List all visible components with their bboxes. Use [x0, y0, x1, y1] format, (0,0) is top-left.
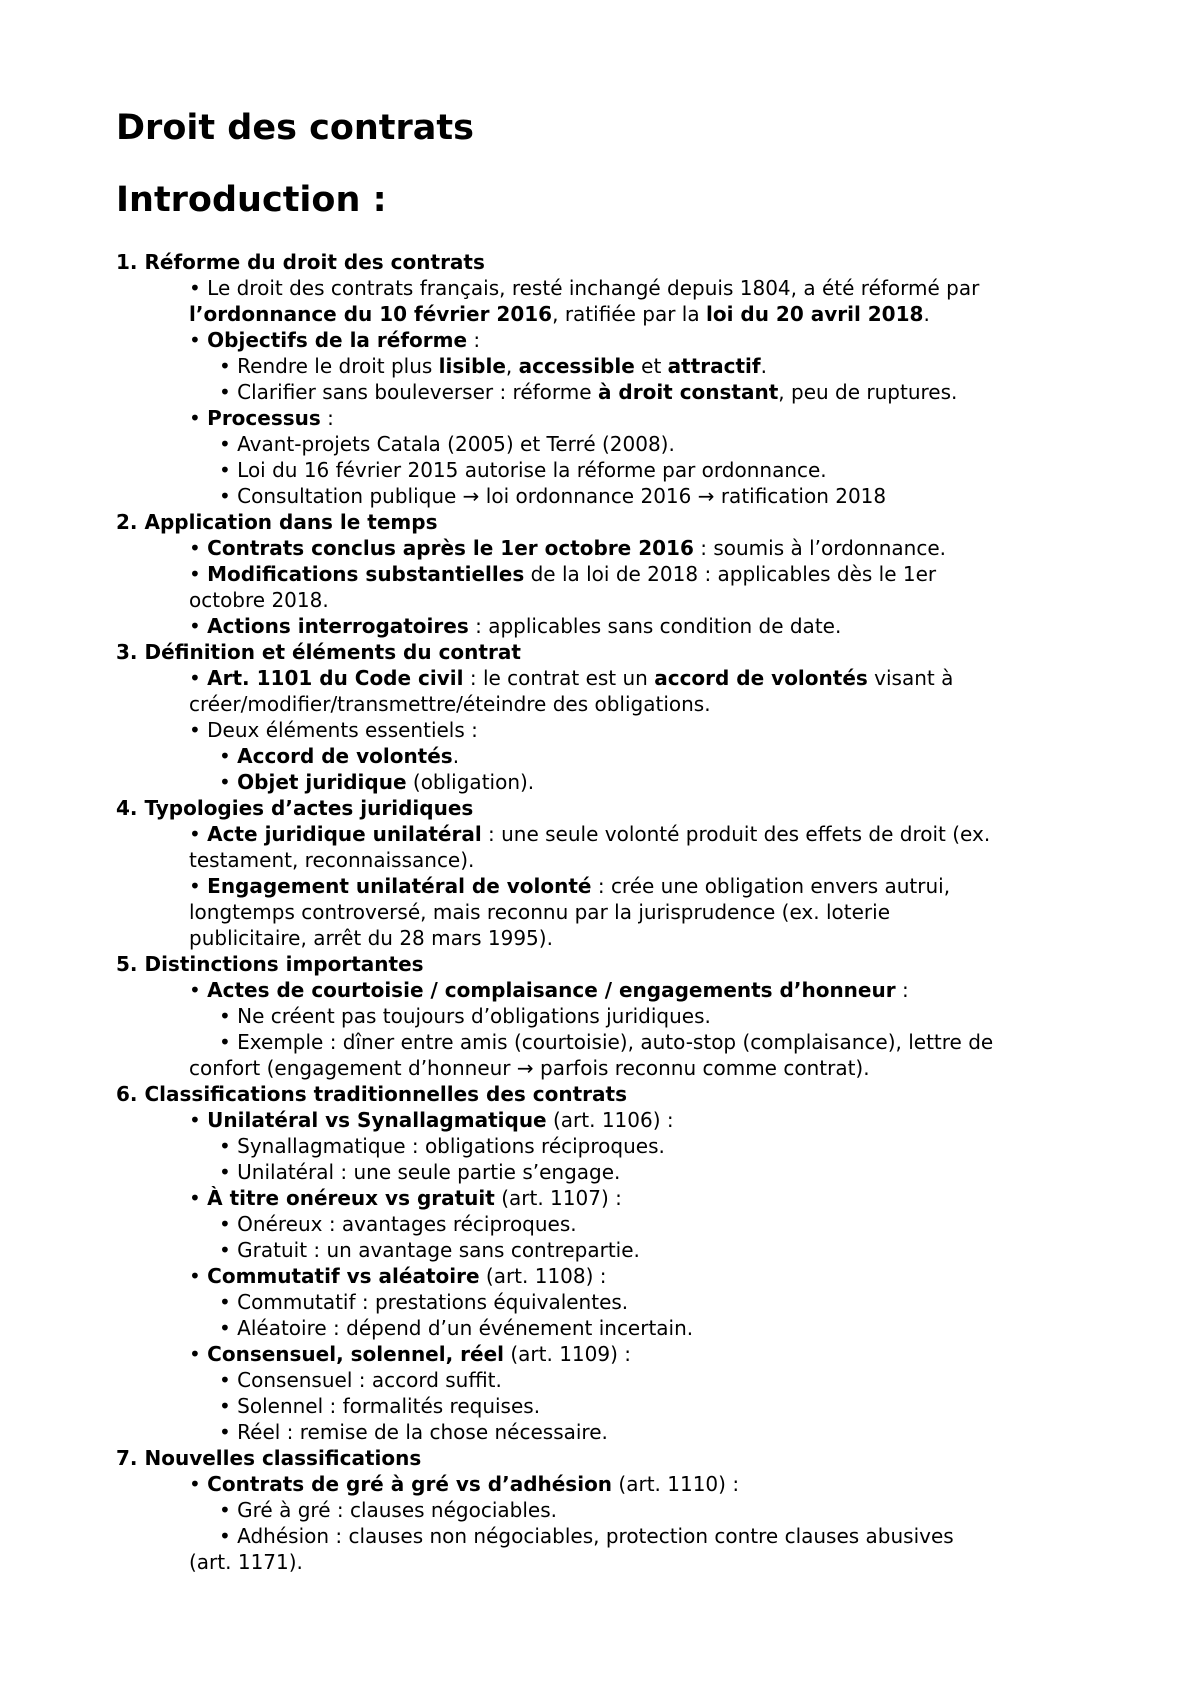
sub-bullet-line [116, 483, 1096, 509]
text-span: • [219, 744, 238, 768]
sub-bullet-line [116, 379, 1096, 405]
text-span: 6. Classifications traditionnelles des contrats [116, 1082, 628, 1106]
continuation-line [116, 691, 1096, 717]
text-span: (art. 1171). [189, 1550, 303, 1574]
section-title [116, 1445, 1096, 1471]
sub-bullet-line [116, 1237, 1096, 1263]
text-span: • Ne créent pas toujours d’obligations juridiques. [219, 1004, 711, 1028]
text-span: • [189, 1186, 208, 1210]
text-span: • [189, 1472, 208, 1496]
text-span: • Aléatoire : dépend d’un événement incertain. [219, 1316, 694, 1340]
bullet-line [116, 1341, 1096, 1367]
sub-bullet-line [116, 1029, 1096, 1055]
bold-text: Actes de courtoisie / complaisance / engagements d’honneur [207, 978, 896, 1002]
bold-text: lisible [438, 354, 506, 378]
text-span: visant à [867, 666, 954, 690]
text-span: : crée une obligation envers autrui, [591, 874, 951, 898]
bullet-line [116, 561, 1096, 587]
bullet-line [116, 1107, 1096, 1133]
sub-bullet-line [116, 1523, 1096, 1549]
section-heading: Introduction : [116, 180, 387, 220]
bold-text: Art. 1101 du Code civil [207, 666, 464, 690]
text-span: . [760, 354, 767, 378]
document-title: Droit des contrats [116, 108, 474, 148]
text-span: (art. 1110) : [612, 1472, 740, 1496]
sub-bullet-line [116, 1289, 1096, 1315]
text-span: octobre 2018. [189, 588, 329, 612]
sub-bullet-line [116, 1393, 1096, 1419]
bullet-line [116, 275, 1096, 301]
bullet-line [116, 1185, 1096, 1211]
text-span: • Deux éléments essentiels : [189, 718, 478, 742]
bold-text: accord de volontés [654, 666, 868, 690]
text-span: 1. Réforme du droit des contrats [116, 250, 485, 274]
text-span: : le contrat est un [463, 666, 655, 690]
sub-bullet-line [116, 743, 1096, 769]
text-span: • [189, 614, 208, 638]
text-span: publicitaire, arrêt du 28 mars 1995). [189, 926, 553, 950]
text-span: . [452, 744, 460, 768]
bold-text: Contrats de gré à gré vs d’adhésion [207, 1472, 613, 1496]
text-span: • [189, 874, 208, 898]
text-span: • Avant-projets Catala (2005) et Terré (2008). [219, 432, 675, 456]
continuation-line [116, 587, 1096, 613]
text-span: • Adhésion : clauses non négociables, protection contre clauses abusives [219, 1524, 954, 1548]
continuation-line [116, 925, 1096, 951]
text-span: : [895, 978, 909, 1002]
bold-text: loi du 20 avril 2018 [705, 302, 924, 326]
bullet-line [116, 717, 1096, 743]
section-title [116, 509, 1096, 535]
continuation-line [116, 1055, 1096, 1081]
bold-text: Accord de volontés [237, 744, 453, 768]
bold-text: accessible [518, 354, 635, 378]
text-span: : applicables sans condition de date. [468, 614, 842, 638]
text-span: • [189, 822, 208, 846]
bullet-line [116, 1263, 1096, 1289]
text-span: • Le droit des contrats français, resté inchangé depuis 1804, a été réformé par [189, 276, 980, 300]
text-span: 2. Application dans le temps [116, 510, 438, 534]
bold-text: À titre onéreux vs gratuit [207, 1186, 495, 1210]
text-span: • Consultation publique → loi ordonnance 2016 → ratification 2018 [219, 484, 887, 508]
text-span: , [505, 354, 519, 378]
sub-bullet-line [116, 769, 1096, 795]
text-span: de la loi de 2018 : applicables dès le 1er [524, 562, 937, 586]
bullet-line [116, 405, 1096, 431]
bold-text: Modifications substantielles [207, 562, 525, 586]
text-span: • Consensuel : accord suffit. [219, 1368, 502, 1392]
text-span: • Rendre le droit plus [219, 354, 439, 378]
text-span: : [320, 406, 334, 430]
bold-text: l’ordonnance du 10 février 2016 [189, 302, 553, 326]
text-span: • Synallagmatique : obligations réciproques. [219, 1134, 665, 1158]
text-span: 5. Distinctions importantes [116, 952, 424, 976]
text-span: : [467, 328, 481, 352]
sub-bullet-line [116, 1159, 1096, 1185]
text-span: • Commutatif : prestations équivalentes. [219, 1290, 629, 1314]
continuation-line [116, 301, 1096, 327]
bold-text: attractif [667, 354, 761, 378]
document-body [116, 249, 1096, 1575]
bold-text: Engagement unilatéral de volonté [207, 874, 592, 898]
text-span: • [189, 666, 208, 690]
text-span: (art. 1108) : [479, 1264, 607, 1288]
bullet-line [116, 977, 1096, 1003]
bold-text: Commutatif vs aléatoire [207, 1264, 480, 1288]
bullet-line [116, 665, 1096, 691]
sub-bullet-line [116, 457, 1096, 483]
bold-text: Contrats conclus après le 1er octobre 2016 [207, 536, 694, 560]
text-span: et [634, 354, 668, 378]
sub-bullet-line [116, 1367, 1096, 1393]
bold-text: Processus [207, 406, 321, 430]
sub-bullet-line [116, 1133, 1096, 1159]
text-span: (art. 1109) : [504, 1342, 632, 1366]
text-span: (art. 1106) : [546, 1108, 674, 1132]
section-title [116, 249, 1096, 275]
text-span: • Onéreux : avantages réciproques. [219, 1212, 577, 1236]
text-span: • Gratuit : un avantage sans contrepartie. [219, 1238, 640, 1262]
sub-bullet-line [116, 1419, 1096, 1445]
text-span: 4. Typologies d’actes juridiques [116, 796, 474, 820]
text-span: testament, reconnaissance). [189, 848, 475, 872]
section-title [116, 951, 1096, 977]
sub-bullet-line [116, 1315, 1096, 1341]
text-span: • [189, 536, 208, 560]
bold-text: Acte juridique unilatéral [207, 822, 482, 846]
bold-text: Unilatéral vs Synallagmatique [207, 1108, 547, 1132]
text-span: • [189, 406, 208, 430]
text-span: • Clarifier sans bouleverser : réforme [219, 380, 598, 404]
text-span: . [923, 302, 930, 326]
text-span: • [189, 1108, 208, 1132]
text-span: , peu de ruptures. [778, 380, 958, 404]
text-span: longtemps controversé, mais reconnu par la jurisprudence (ex. loterie [189, 900, 891, 924]
sub-bullet-line [116, 431, 1096, 457]
sub-bullet-line [116, 353, 1096, 379]
text-span: • [189, 978, 208, 1002]
text-span: • [219, 770, 238, 794]
text-span: créer/modifier/transmettre/éteindre des obligations. [189, 692, 711, 716]
text-span: • Unilatéral : une seule partie s’engage. [219, 1160, 621, 1184]
text-span: (obligation). [406, 770, 535, 794]
text-span: • Réel : remise de la chose nécessaire. [219, 1420, 608, 1444]
text-span: • [189, 1264, 208, 1288]
section-title [116, 639, 1096, 665]
bold-text: Consensuel, solennel, réel [207, 1342, 505, 1366]
text-span: • [189, 328, 208, 352]
bullet-line [116, 327, 1096, 353]
bold-text: à droit constant [597, 380, 779, 404]
sub-bullet-line [116, 1497, 1096, 1523]
text-span: 7. Nouvelles classifications [116, 1446, 422, 1470]
bullet-line [116, 1471, 1096, 1497]
text-span: 3. Définition et éléments du contrat [116, 640, 521, 664]
bold-text: Objectifs de la réforme [207, 328, 468, 352]
sub-bullet-line [116, 1211, 1096, 1237]
text-span: • Loi du 16 février 2015 autorise la réforme par ordonnance. [219, 458, 827, 482]
bullet-line [116, 613, 1096, 639]
text-span: (art. 1107) : [494, 1186, 622, 1210]
text-span: : soumis à l’ordonnance. [693, 536, 946, 560]
text-span: • Solennel : formalités requises. [219, 1394, 541, 1418]
continuation-line [116, 899, 1096, 925]
section-title [116, 1081, 1096, 1107]
bullet-line [116, 535, 1096, 561]
continuation-line [116, 1549, 1096, 1575]
text-span: • [189, 1342, 208, 1366]
section-title [116, 795, 1096, 821]
bullet-line [116, 873, 1096, 899]
text-span: • Gré à gré : clauses négociables. [219, 1498, 557, 1522]
text-span: • Exemple : dîner entre amis (courtoisie), auto-stop (complaisance), lettre de [219, 1030, 994, 1054]
text-span: confort (engagement d’honneur → parfois reconnu comme contrat). [189, 1056, 870, 1080]
bold-text: Actions interrogatoires [207, 614, 469, 638]
text-span: • [189, 562, 208, 586]
text-span: : une seule volonté produit des effets de droit (ex. [481, 822, 991, 846]
bold-text: Objet juridique [237, 770, 407, 794]
text-span: , ratifiée par la [552, 302, 706, 326]
bullet-line [116, 821, 1096, 847]
sub-bullet-line [116, 1003, 1096, 1029]
continuation-line [116, 847, 1096, 873]
